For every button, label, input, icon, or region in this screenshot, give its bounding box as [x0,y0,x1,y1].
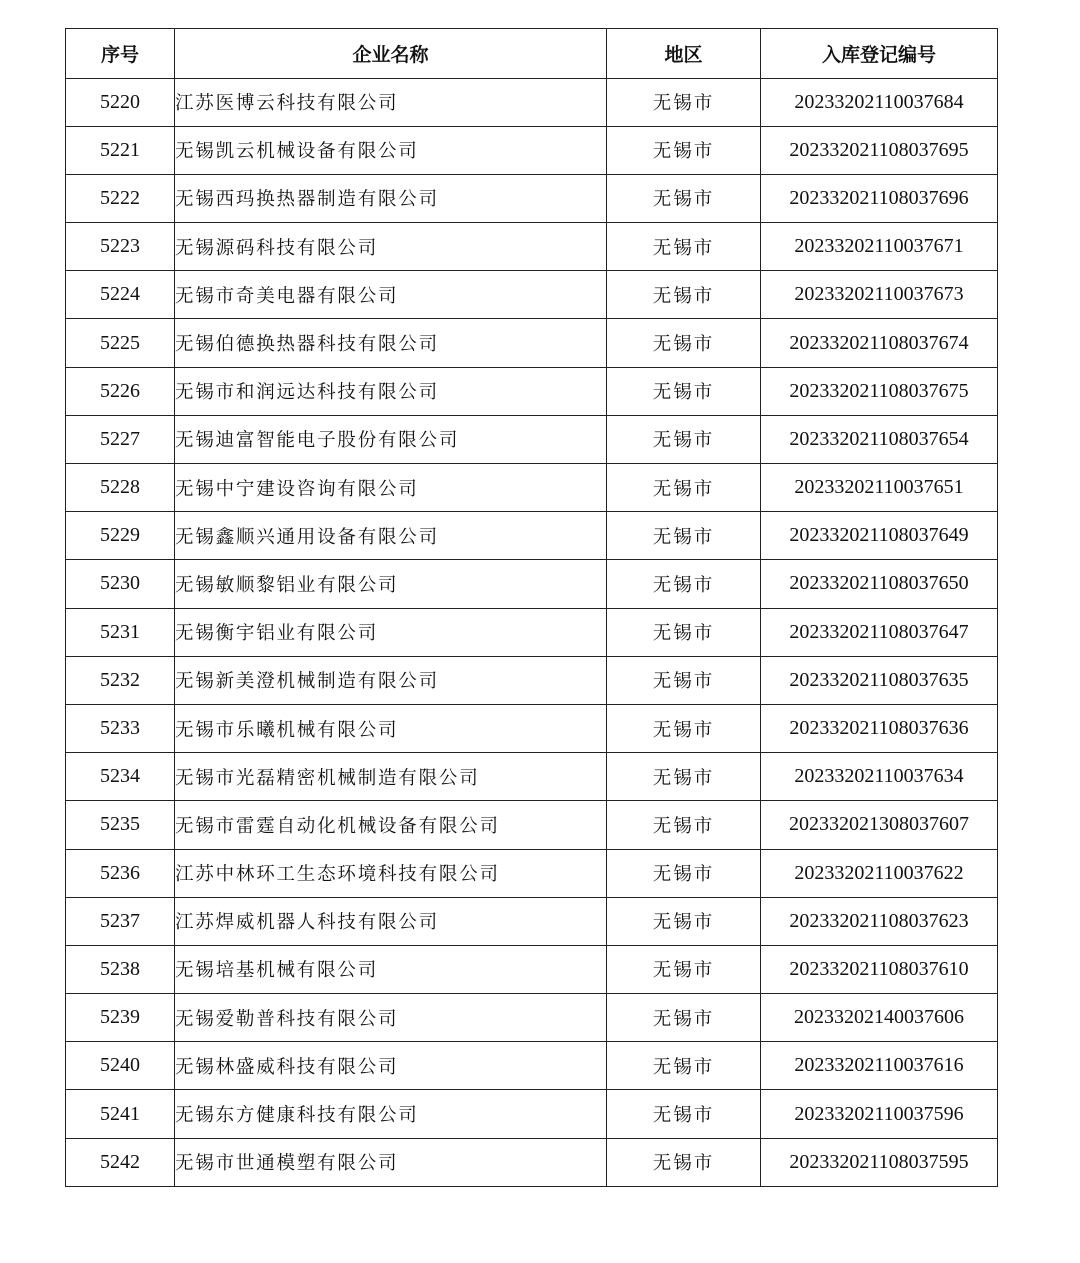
row-registration-number-cell: 20233202110037684 [761,78,998,126]
row-seq-cell: 5233 [66,704,175,752]
row-region-cell: 无锡市 [607,1090,761,1138]
row-seq-cell: 5237 [66,897,175,945]
row-registration-number-cell: 20233202110037671 [761,223,998,271]
table-row [66,753,998,801]
row-seq-cell: 5224 [66,271,175,319]
row-region-cell: 无锡市 [607,897,761,945]
row-region-cell: 无锡市 [607,849,761,897]
header-seq: 序号 [66,29,175,79]
row-registration-number-cell: 202332021308037607 [761,801,998,849]
row-seq-cell: 5239 [66,994,175,1042]
row-seq-cell: 5238 [66,945,175,993]
row-region-cell: 无锡市 [607,415,761,463]
header-company-name: 企业名称 [175,29,607,79]
header-row [66,29,998,79]
table-row [66,367,998,415]
row-seq-cell: 5235 [66,801,175,849]
table-row [66,704,998,752]
row-company-name-cell: 无锡林盛威科技有限公司 [175,1042,607,1090]
row-registration-number-cell: 202332021108037636 [761,704,998,752]
row-seq-cell: 5236 [66,849,175,897]
row-region-cell: 无锡市 [607,464,761,512]
row-registration-number-cell: 202332021108037654 [761,415,998,463]
table-row [66,271,998,319]
row-seq-cell: 5232 [66,656,175,704]
row-registration-number-cell: 20233202110037673 [761,271,998,319]
table-row [66,1138,998,1186]
row-registration-number-cell: 202332021108037675 [761,367,998,415]
row-region-cell: 无锡市 [607,174,761,222]
row-registration-number-cell: 20233202110037622 [761,849,998,897]
row-seq-cell: 5240 [66,1042,175,1090]
row-region-cell: 无锡市 [607,126,761,174]
row-region-cell: 无锡市 [607,78,761,126]
table-row [66,512,998,560]
row-region-cell: 无锡市 [607,994,761,1042]
row-company-name-cell: 无锡迪富智能电子股份有限公司 [175,415,607,463]
row-region-cell: 无锡市 [607,656,761,704]
row-registration-number-cell: 202332021108037623 [761,897,998,945]
row-seq-cell: 5222 [66,174,175,222]
row-company-name-cell: 无锡鑫顺兴通用设备有限公司 [175,512,607,560]
row-company-name-cell: 无锡凯云机械设备有限公司 [175,126,607,174]
row-seq-cell: 5234 [66,753,175,801]
row-seq-cell: 5227 [66,415,175,463]
row-seq-cell: 5226 [66,367,175,415]
row-seq-cell: 5223 [66,223,175,271]
table-row [66,415,998,463]
row-region-cell: 无锡市 [607,704,761,752]
row-company-name-cell: 无锡市乐曦机械有限公司 [175,704,607,752]
table-row [66,223,998,271]
table-row [66,126,998,174]
row-registration-number-cell: 20233202110037651 [761,464,998,512]
row-region-cell: 无锡市 [607,608,761,656]
row-seq-cell: 5242 [66,1138,175,1186]
table-row [66,994,998,1042]
row-registration-number-cell: 202332021108037695 [761,126,998,174]
row-seq-cell: 5231 [66,608,175,656]
row-seq-cell: 5221 [66,126,175,174]
row-company-name-cell: 无锡西玛换热器制造有限公司 [175,174,607,222]
table-row [66,849,998,897]
enterprise-registry-table [65,28,998,1187]
row-company-name-cell: 无锡伯德换热器科技有限公司 [175,319,607,367]
row-region-cell: 无锡市 [607,319,761,367]
row-registration-number-cell: 20233202110037596 [761,1090,998,1138]
row-region-cell: 无锡市 [607,223,761,271]
row-seq-cell: 5220 [66,78,175,126]
table-row [66,319,998,367]
table-row [66,608,998,656]
table-row [66,1042,998,1090]
row-registration-number-cell: 20233202140037606 [761,994,998,1042]
row-registration-number-cell: 202332021108037635 [761,656,998,704]
row-region-cell: 无锡市 [607,1042,761,1090]
row-seq-cell: 5241 [66,1090,175,1138]
table-row [66,801,998,849]
row-registration-number-cell: 202332021108037610 [761,945,998,993]
row-registration-number-cell: 20233202110037616 [761,1042,998,1090]
table-row [66,656,998,704]
row-seq-cell: 5228 [66,464,175,512]
table-row [66,174,998,222]
table-row [66,78,998,126]
row-company-name-cell: 无锡市世通模塑有限公司 [175,1138,607,1186]
row-region-cell: 无锡市 [607,1138,761,1186]
row-company-name-cell: 无锡衡宇铝业有限公司 [175,608,607,656]
table-row [66,945,998,993]
row-company-name-cell: 无锡市雷霆自动化机械设备有限公司 [175,801,607,849]
row-seq-cell: 5230 [66,560,175,608]
row-company-name-cell: 无锡培基机械有限公司 [175,945,607,993]
row-company-name-cell: 无锡爱勒普科技有限公司 [175,994,607,1042]
row-company-name-cell: 江苏中林环工生态环境科技有限公司 [175,849,607,897]
row-company-name-cell: 无锡市光磊精密机械制造有限公司 [175,753,607,801]
row-company-name-cell: 江苏医博云科技有限公司 [175,78,607,126]
row-region-cell: 无锡市 [607,801,761,849]
table-row [66,464,998,512]
row-registration-number-cell: 202332021108037649 [761,512,998,560]
row-region-cell: 无锡市 [607,560,761,608]
table-row [66,897,998,945]
row-company-name-cell: 江苏焊威机器人科技有限公司 [175,897,607,945]
header-registration-number: 入库登记编号 [761,29,998,79]
row-region-cell: 无锡市 [607,271,761,319]
row-registration-number-cell: 202332021108037647 [761,608,998,656]
table-row [66,560,998,608]
row-region-cell: 无锡市 [607,512,761,560]
row-company-name-cell: 无锡新美澄机械制造有限公司 [175,656,607,704]
row-company-name-cell: 无锡源码科技有限公司 [175,223,607,271]
row-company-name-cell: 无锡敏顺黎铝业有限公司 [175,560,607,608]
row-company-name-cell: 无锡市奇美电器有限公司 [175,271,607,319]
row-region-cell: 无锡市 [607,945,761,993]
row-company-name-cell: 无锡市和润远达科技有限公司 [175,367,607,415]
row-registration-number-cell: 202332021108037696 [761,174,998,222]
row-seq-cell: 5225 [66,319,175,367]
table-row [66,1090,998,1138]
table-body [66,78,998,1186]
row-region-cell: 无锡市 [607,367,761,415]
row-region-cell: 无锡市 [607,753,761,801]
row-registration-number-cell: 20233202110037634 [761,753,998,801]
row-registration-number-cell: 202332021108037650 [761,560,998,608]
row-registration-number-cell: 202332021108037595 [761,1138,998,1186]
row-seq-cell: 5229 [66,512,175,560]
row-company-name-cell: 无锡中宁建设咨询有限公司 [175,464,607,512]
header-region: 地区 [607,29,761,79]
row-company-name-cell: 无锡东方健康科技有限公司 [175,1090,607,1138]
row-registration-number-cell: 202332021108037674 [761,319,998,367]
